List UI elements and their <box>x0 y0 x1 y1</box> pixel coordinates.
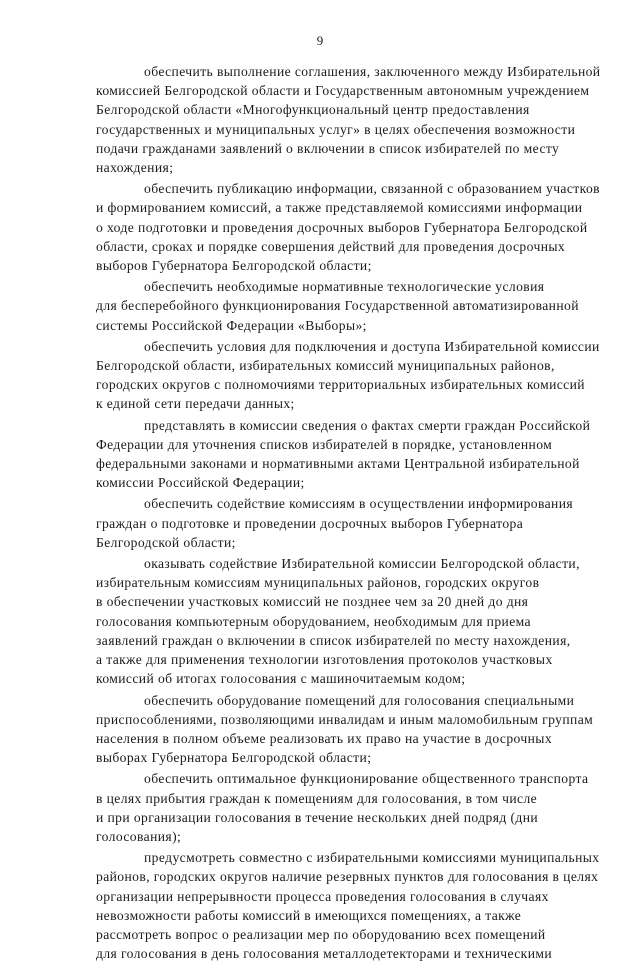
paragraph: оказывать содействие Избирательной комиссии Белгородской области, избирательным комиссиям муниципальных районов, городских округов в обеспечении участковых комиссий не позднее чем за 20 дней до дня голосования компьютерным оборудованием, необходимым для приема заявлений граждан о включении в список избирателей по месту нахождения, а также для применения технологии изготовления протоколов участковых комиссий об итогах голосования с машиночитаемым кодом; <box>96 556 580 687</box>
paragraph: обеспечить условия для подключения и доступа Избирательной комиссии Белгородской области, избирательных комиссий муниципальных районов, городских округов с полномочиями территориальных избирательных комиссий к единой сети передачи данных; <box>96 338 600 412</box>
paragraph: обеспечить содействие комиссиям в осуществлении информирования граждан о подготовке и проведении досрочных выборов Губернатора Белгородской области; <box>96 496 574 550</box>
paragraph: обеспечить оптимальное функционирование общественного транспорта в целях прибытия граждан к помещениям для голосования, в том числе и при организации голосования в течение нескольких дней подряд (дни голосования); <box>96 771 589 844</box>
paragraph: предусмотреть совместно с избирательными комиссиями муниципальных районов, городских округов наличие резервных пунктов для голосования в целях организации непрерывности процесса проведения голосования в случаях невозможности работы комиссий в имеющихся помещениях, а также рассмотреть вопрос о реализации мер по оборудованию всех помещений для голосования в день голосования металлодетекторами и техническими <box>96 850 600 962</box>
paragraph: представлять в комиссии сведения о фактах смерти граждан Российской Федерации для уточнения списков избирателей в порядке, установленном федеральными законами и нормативными актами Центральной избирательной комиссии Российской Федерации; <box>96 417 591 491</box>
body-text <box>96 62 628 965</box>
paragraph: обеспечить выполнение соглашения, заключенного между Избирательной комиссией Белгородской области и Государственным автономным учреждением Белгородской области «Многофункциональный центр предоставления государственных и муниципальных услуг» в целях обеспечения возможности подачи гражданами заявлений о включении в список избирателей по месту нахождения; <box>96 64 601 176</box>
paragraph: обеспечить публикацию информации, связанной с образованием участков и формированием комиссий, а также представляемой комиссиями информации о ходе подготовки и проведения досрочных выборов Губернатора Белгородской области, сроках и порядке совершения действий для проведения досрочных выборов Губернатора Белгородской области; <box>96 181 600 274</box>
paragraph: обеспечить оборудование помещений для голосования специальными приспособлениями, позволяющими инвалидам и иным маломобильным группам населения в полном объеме реализовать их право на участие в досрочных выборах Губернатора Белгородской области; <box>96 692 594 766</box>
page-number: 9 <box>316 33 324 48</box>
paragraph: обеспечить необходимые нормативные технологические условия для бесперебойного функционирования Государственной автоматизированной системы Российской Федерации «Выборы»; <box>96 279 579 333</box>
